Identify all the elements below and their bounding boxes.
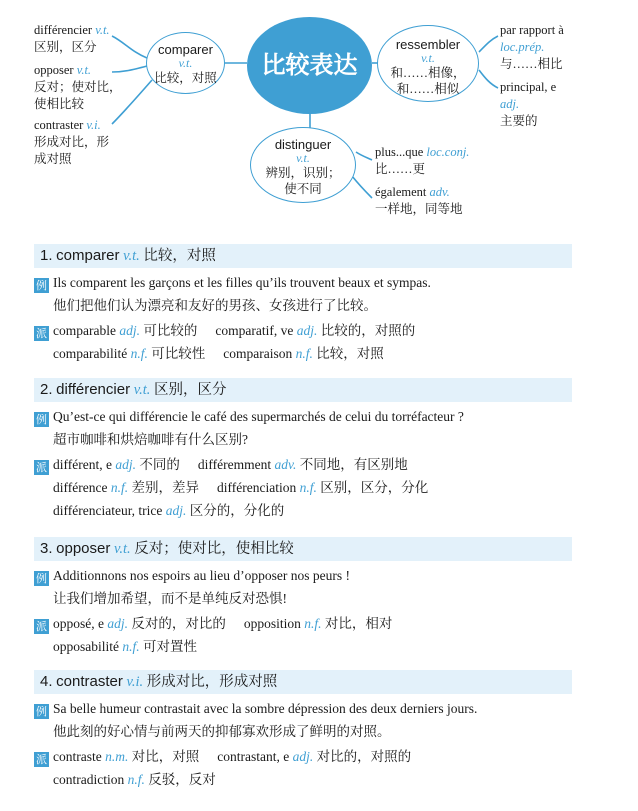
leaf-differencier-pos: v.t. [95,23,110,37]
connector-distinguer-egalement [352,176,372,198]
leaf-egalement-pos: adv. [429,185,450,199]
example-fr: Sa belle humeur contrastait avec la sombre dépression des deux derniers jours. [53,701,478,716]
derived-word: différemment [197,457,272,472]
node-comparer-pos: v.t. [178,56,193,70]
leaf-egalement-meaning: 一样地，同等地 [375,202,463,216]
node-comparer-word: comparer [158,42,213,57]
derived-meaning: 可对置性 [143,639,198,654]
derived-pos: adj. [107,616,129,631]
section-pos: v.t. [113,541,131,557]
derived-meaning: 比较的，对照的 [320,323,416,338]
node-comparer [146,32,225,94]
leaf-plus-que [375,144,469,178]
section-pos: v.t. [133,382,151,398]
leaf-egalement-word: également [375,185,427,199]
example-zh: 超市咖啡和烘焙咖啡有什么区别? [53,432,248,447]
leaf-par-rapport [500,22,564,73]
leaf-plus-que-pos: loc.conj. [426,145,470,159]
node-comparer-meaning: 比较，对照 [154,71,217,85]
section-meaning: 反对；使对比，使相比较 [134,541,294,557]
example-badge: 例 [36,572,47,585]
section-differencier [34,378,572,522]
example-fr: Qu’est-ce qui différencie le café des supermarchés de celui du torréfacteur ? [53,409,464,424]
derived-word: opposition [243,616,301,631]
section-meaning: 比较，对照 [143,248,216,264]
section-number: 4. [40,673,53,690]
derived-pos: adj. [119,323,140,338]
leaf-par-rapport-pos: loc.prép. [500,40,545,54]
derived-meaning: 对比的，对照的 [316,749,412,764]
derived-word: contrastant, e [217,749,290,764]
derived-pos: adj. [115,457,136,472]
node-distinguer-meaning-1: 辨别，识别； [265,166,341,180]
leaf-principal [500,79,556,130]
leaf-differencier [34,22,110,56]
section-contraster [34,670,572,791]
section-header [34,244,572,268]
example-badge: 例 [36,705,47,718]
node-distinguer-word: distinguer [274,137,332,152]
section-meaning: 区别，区分 [153,382,227,398]
leaf-contraster-meaning-1: 形成对比，形 [34,135,110,149]
derived-meaning: 区分的，分化的 [189,503,285,518]
leaf-principal-meaning: 主要的 [500,114,538,128]
derived-meaning: 比较，对照 [316,346,384,361]
leaf-opposer-meaning-1: 反对；使对比， [34,80,122,94]
node-ressembler-meaning-2: 和……相似 [396,82,460,96]
leaf-par-rapport-meaning: 与……相比 [500,57,563,71]
derived-meaning: 可比较性 [151,346,206,361]
example-badge: 例 [36,279,47,292]
derived-meaning: 对比，对照 [131,749,200,764]
derived-word: comparaison [223,346,293,361]
derived-pos: adv. [274,457,297,472]
leaf-contraster-pos: v.i. [86,118,101,132]
example-fr: Additionnons nos espoirs au lieu d’opposer nos peurs ! [53,568,350,583]
section-header [34,537,572,561]
derived-pos: n.f. [122,639,140,654]
derived-pos: adj. [296,323,318,338]
leaf-plus-que-word: plus...que [375,145,424,159]
derived-word: contradiction [53,772,125,787]
node-distinguer-pos: v.t. [296,151,310,165]
leaf-contraster-word: contraster [34,118,84,132]
section-pos: v.i. [126,674,144,690]
derived-word: différenciateur, trice [53,503,163,518]
leaf-contraster-meaning-2: 成对照 [34,152,72,166]
derived-pos: n.f. [299,480,317,495]
derived-word: contraste [53,749,102,764]
derived-pos: n.m. [105,749,129,764]
leaf-contraster [34,117,109,168]
leaf-opposer [34,62,122,113]
mind-map-center: 比较表达 [247,17,372,114]
section-word: différencier [56,381,131,398]
section-pos: v.t. [123,248,140,264]
section-header [34,378,572,402]
derived-word: comparatif, ve [215,323,294,338]
derived-word: comparabilité [53,346,128,361]
leaf-egalement [375,184,463,218]
derived-pos: n.f. [304,616,322,631]
derived-word: opposé, e [53,616,104,631]
derived-badge: 派 [36,461,47,474]
example-zh: 让我们增加希望，而不是单纯反对恐惧! [53,591,287,606]
derived-word: comparable [53,323,116,338]
example-badge: 例 [36,413,47,426]
derived-word: différent, e [53,457,112,472]
example-zh: 他们把他们认为漂亮和友好的男孩、女孩进行了比较。 [53,298,377,313]
example-zh: 他此刻的好心情与前两天的抑郁寡欢形成了鲜明的对照。 [53,724,391,739]
section-word: opposer [56,540,111,557]
example-fr: Ils comparent les garçons et les filles qu’ils trouvent beaux et sympas. [53,275,431,290]
derived-badge: 派 [36,753,47,766]
derived-meaning: 反对的，对比的 [131,616,226,631]
section-number: 3. [40,540,53,557]
section-number: 2. [40,381,53,398]
node-distinguer [250,127,356,203]
leaf-principal-word: principal, e [500,80,557,94]
leaf-differencier-meaning: 区别，区分 [34,40,97,54]
connector-ressembler-principal [479,70,498,88]
derived-meaning: 不同的 [139,457,180,472]
section-word: contraster [56,673,123,690]
node-ressembler-meaning-1: 和……相像， [390,66,466,80]
leaf-opposer-meaning-2: 使相比较 [34,97,85,111]
leaf-opposer-pos: v.t. [76,63,92,77]
derived-pos: adj. [165,503,187,518]
derived-pos: n.f. [130,346,148,361]
derived-word: opposabilité [53,639,119,654]
connector-comparer-differencier [112,36,147,58]
leaf-principal-pos: adj. [500,97,520,111]
derived-meaning: 差别，差异 [131,480,199,495]
derived-pos: n.f. [110,480,129,495]
section-header [34,670,572,694]
derived-meaning: 对比，相对 [324,616,393,631]
derived-meaning: 区别，区分，分化 [320,480,429,495]
derived-pos: adj. [292,749,314,764]
derived-meaning: 不同地，有区别地 [299,457,408,472]
connector-distinguer-plus-que [356,152,372,160]
node-distinguer-meaning-2: 使不同 [284,182,322,196]
leaf-par-rapport-word: par rapport à [500,23,564,37]
derived-pos: n.f. [295,346,313,361]
leaf-plus-que-meaning: 比……更 [375,162,426,176]
node-ressembler-word: ressembler [395,37,461,52]
section-word: comparer [56,247,120,264]
section-opposer [34,537,572,658]
section-comparer [34,244,572,365]
derived-meaning: 反驳，反对 [148,772,216,787]
derived-badge: 派 [36,327,47,340]
section-meaning: 形成对比，形成对照 [146,674,278,690]
leaf-differencier-word: différencier [34,23,93,37]
derived-badge: 派 [36,620,47,633]
derived-meaning: 可比较的 [143,323,198,338]
derived-word: différence [53,480,108,495]
derived-word: différenciation [216,480,297,495]
derived-pos: n.f. [127,772,145,787]
leaf-opposer-word: opposer [34,63,74,77]
node-ressembler [377,25,479,102]
node-ressembler-pos: v.t. [421,51,435,65]
section-number: 1. [40,247,53,264]
connector-ressembler-par-rapport [479,36,498,52]
